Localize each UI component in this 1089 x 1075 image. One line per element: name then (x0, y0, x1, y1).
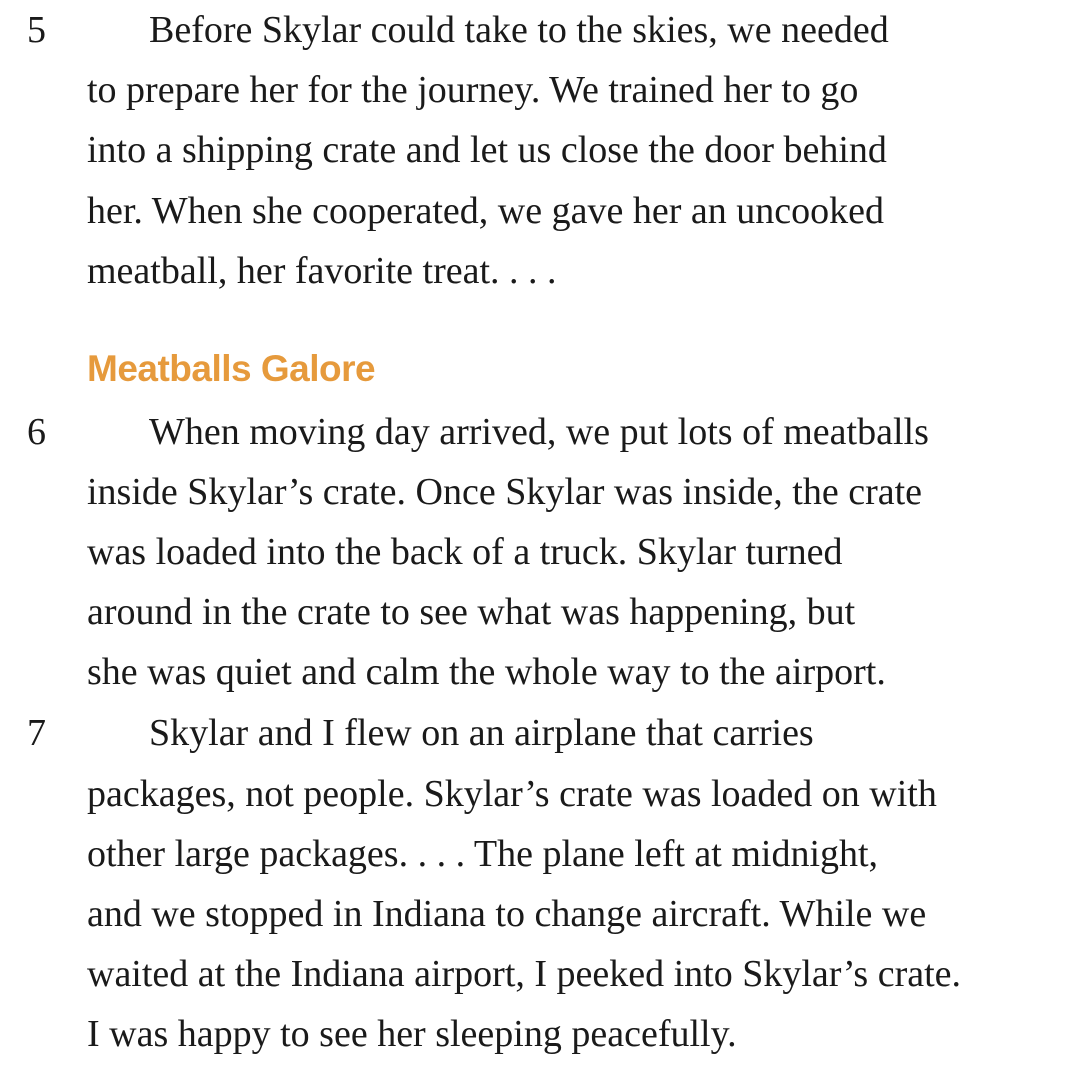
text-line: around in the crate to see what was happening, but (87, 591, 856, 633)
text-line: and we stopped in Indiana to change aircraft. While we (87, 893, 927, 935)
text-line: she was quiet and calm the whole way to the airport. (87, 651, 886, 693)
text-line: into a shipping crate and let us close the door behind (87, 129, 887, 171)
text-line: other large packages. . . . The plane left at midnight, (87, 833, 879, 875)
text-line: her. When she cooperated, we gave her an uncooked (87, 190, 884, 232)
text-line: waited at the Indiana airport, I peeked into Skylar’s crate. (87, 953, 962, 995)
text-line: meatball, her favorite treat. . . . (87, 250, 557, 292)
text-line: Before Skylar could take to the skies, we needed (149, 9, 889, 51)
paragraph-number: 5 (27, 9, 46, 51)
paragraph-number: 6 (27, 411, 46, 453)
text-line: was loaded into the back of a truck. Skylar turned (87, 531, 843, 573)
section-heading: Meatballs Galore (87, 348, 376, 389)
text-line: Skylar and I flew on an airplane that carries (149, 712, 814, 754)
text-line: packages, not people. Skylar’s crate was loaded on with (87, 773, 937, 815)
paragraph-number: 7 (27, 712, 46, 754)
text-line: to prepare her for the journey. We trained her to go (87, 69, 859, 111)
text-line: I was happy to see her sleeping peacefully. (87, 1013, 737, 1055)
text-line: When moving day arrived, we put lots of meatballs (149, 411, 929, 453)
text-line: inside Skylar’s crate. Once Skylar was inside, the crate (87, 471, 923, 513)
